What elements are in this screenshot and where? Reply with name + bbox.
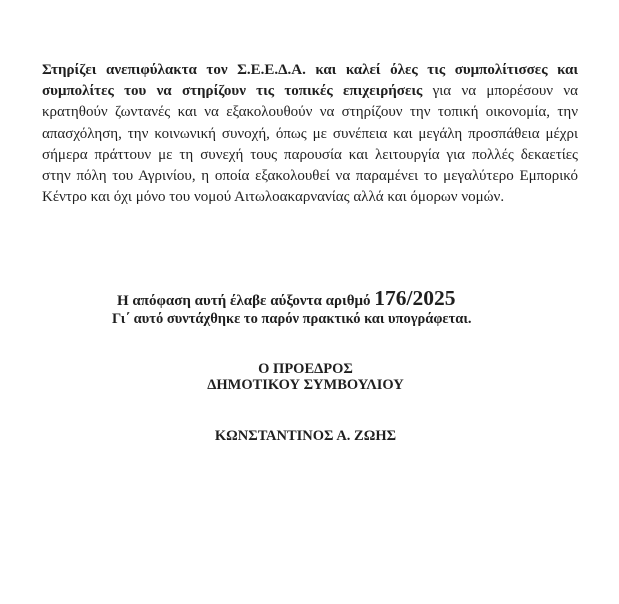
- signature-title-line2: ΔΗΜΟΤΙΚΟΥ ΣΥΜΒΟΥΛΙΟΥ: [207, 376, 404, 393]
- paragraph-line: [42, 124, 578, 145]
- decision-intro-text: Η απόφαση αυτή έλαβε αύξοντα αριθμό: [117, 293, 371, 309]
- paragraph-bold-text: συμπολίτες του να στηρίζουν τις τοπικές επιχειρήσεις: [42, 83, 423, 100]
- decision-number: 176/2025: [374, 286, 456, 310]
- paragraph-regular-text: απασχόληση, την κοινωνική συνοχή, όπως με συνέπεια και μεγάλη προσπάθεια μέχρι: [42, 125, 578, 142]
- paragraph-line: [42, 187, 578, 208]
- paragraph-regular-text: κρατηθούν ζωντανές και να εξακολουθούν να στηρίζουν την τοπική οικονομία, την: [42, 104, 578, 121]
- paragraph-line: [42, 166, 578, 187]
- paragraph-line: [42, 145, 578, 166]
- paragraph-regular-text: Κέντρο και όχι μόνο του νομού Αιτωλοακαρνανίας αλλά και όμορων νομών.: [42, 189, 505, 206]
- decision-closing-line: Γι΄ αυτό συντάχθηκε το παρόν πρακτικό και υπογράφεται.: [112, 311, 472, 327]
- paragraph-regular-text: σήμερα πράττουν με τη συνεχή τους παρουσία και λειτουργία για πολλές δεκαετίες: [42, 146, 578, 163]
- paragraph-bold-text: Στηρίζει ανεπιφύλακτα τον Σ.Ε.Ε.Δ.Α. και καλεί όλες τις συμπολίτισσες και: [42, 62, 578, 78]
- paragraph-line: [42, 81, 578, 102]
- signature-title-block: [0, 362, 611, 394]
- signature-name: ΚΩΝΣΤΑΝΤΙΝΟΣ Α. ΖΩΗΣ: [214, 428, 397, 444]
- paragraph-line: [42, 102, 578, 123]
- signature-title-line1: Ο ΠΡΟΕΔΡΟΣ: [258, 361, 353, 377]
- paragraph-regular-text: στην πόλη του Αγρινίου, η οποία εξακολουθεί να παραμένει το μεγαλύτερο Εμπορικό: [42, 168, 578, 185]
- support-paragraph: [42, 60, 578, 208]
- paragraph-regular-text: για να μπορέσουν να: [422, 83, 578, 100]
- paragraph-line: [42, 60, 578, 81]
